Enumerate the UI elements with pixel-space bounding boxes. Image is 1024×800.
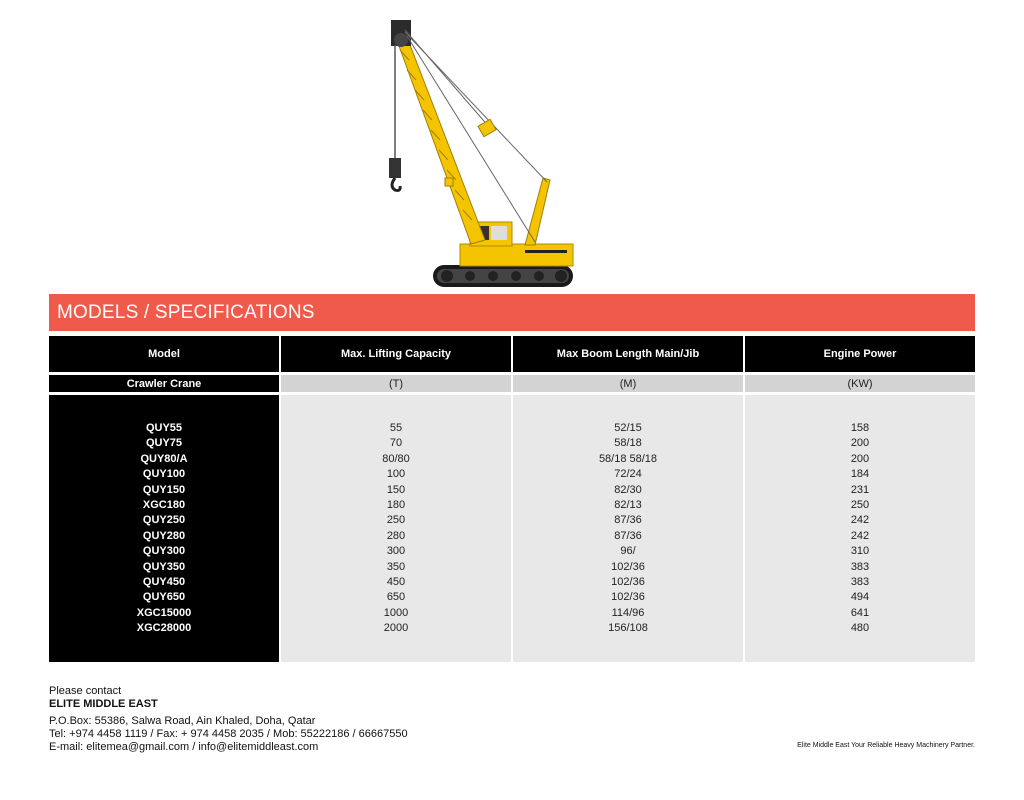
model-cell: QUY80/A [140, 452, 188, 465]
lifting-capacity-column [281, 395, 511, 662]
crawler-crane-image [375, 10, 595, 295]
column-header-engine-power: Engine Power [745, 336, 975, 372]
boom-length-column [513, 395, 743, 662]
company-name: ELITE MIDDLE EAST [49, 698, 158, 710]
column-header-boom-length: Max Boom Length Main/Jib [513, 336, 743, 372]
subheader-unit-tonnes: (T) [281, 375, 511, 392]
boom-length-cell: 102/36 [611, 560, 645, 573]
lifting-capacity-cell: 100 [386, 468, 406, 481]
engine-power-cell: 480 [850, 622, 870, 635]
engine-power-cell: 200 [850, 452, 870, 465]
boom-length-cell: 114/96 [611, 606, 645, 619]
model-cell: XGC180 [142, 498, 186, 511]
lifting-capacity-cell: 150 [386, 483, 406, 496]
boom-length-cell: 96/ [620, 545, 636, 558]
engine-power-cell: 383 [850, 560, 870, 573]
subheader-crawler-crane: Crawler Crane [49, 375, 279, 392]
boom-length-cell: 52/15 [614, 422, 642, 434]
engine-power-cell: 231 [850, 483, 870, 496]
boom-length-cell: 87/36 [614, 514, 642, 527]
model-cell: QUY450 [142, 575, 186, 588]
engine-power-cell: 242 [850, 529, 870, 542]
model-cell: QUY100 [142, 468, 186, 481]
boom-length-cell: 72/24 [614, 468, 642, 481]
boom-length-cell: 82/13 [614, 498, 642, 511]
contact-address: P.O.Box: 55386, Salwa Road, Ain Khaled, Doha, Qatar [49, 715, 316, 727]
lifting-capacity-cell: 280 [386, 529, 406, 542]
model-cell: QUY75 [145, 437, 183, 450]
subheader-unit-meters: (M) [513, 375, 743, 392]
model-cell: QUY55 [145, 422, 183, 434]
engine-power-cell: 494 [850, 591, 870, 604]
lifting-capacity-cell: 350 [386, 560, 406, 573]
boom-length-cell: 102/36 [611, 575, 645, 588]
engine-power-cell: 383 [850, 575, 870, 588]
engine-power-cell: 158 [850, 422, 870, 434]
lifting-capacity-cell: 300 [386, 545, 406, 558]
boom-length-cell: 102/36 [611, 591, 645, 604]
boom-length-cell: 58/18 [614, 437, 642, 450]
lifting-capacity-cell: 180 [386, 498, 406, 511]
model-cell: QUY250 [142, 514, 186, 527]
engine-power-cell: 242 [850, 514, 870, 527]
contact-phone: Tel: +974 4458 1119 / Fax: + 974 4458 2035 / Mob: 55222186 / 66667550 [49, 728, 408, 740]
engine-power-cell: 200 [850, 437, 870, 450]
lifting-capacity-cell: 70 [389, 437, 403, 450]
model-cell: XGC28000 [136, 622, 192, 635]
lifting-capacity-cell: 450 [386, 575, 406, 588]
engine-power-cell: 641 [850, 606, 870, 619]
specifications-banner: MODELS / SPECIFICATIONS [49, 294, 975, 331]
contact-intro: Please contact [49, 685, 122, 697]
model-cell: QUY300 [142, 545, 186, 558]
boom-length-cell: 58/18 58/18 [598, 452, 658, 465]
contact-email: E-mail: elitemea@gmail.com / info@elitemiddleast.com [49, 741, 319, 753]
lifting-capacity-cell: 250 [386, 514, 406, 527]
engine-power-cell: 310 [850, 545, 870, 558]
engine-power-cell: 184 [850, 468, 870, 481]
engine-power-column [745, 395, 975, 662]
lifting-capacity-cell: 1000 [383, 606, 409, 619]
boom-length-cell: 156/108 [608, 622, 648, 635]
model-cell: QUY280 [142, 529, 186, 542]
boom-length-cell: 82/30 [614, 483, 642, 496]
lifting-capacity-cell: 650 [386, 591, 406, 604]
model-cell: QUY350 [142, 560, 186, 573]
contact-block [49, 685, 408, 754]
lifting-capacity-cell: 2000 [383, 622, 409, 635]
subheader-unit-kw: (KW) [745, 375, 975, 392]
model-cell: XGC15000 [136, 606, 192, 619]
lifting-capacity-cell: 80/80 [382, 452, 410, 465]
column-header-model: Model [49, 336, 279, 372]
engine-power-cell: 250 [850, 498, 870, 511]
column-header-lifting-capacity: Max. Lifting Capacity [281, 336, 511, 372]
model-column [49, 395, 279, 662]
boom-length-cell: 87/36 [614, 529, 642, 542]
model-cell: QUY650 [142, 591, 186, 604]
tagline: Elite Middle East Your Reliable Heavy Machinery Partner. [797, 742, 975, 749]
model-cell: QUY150 [142, 483, 186, 496]
lifting-capacity-cell: 55 [389, 422, 403, 434]
